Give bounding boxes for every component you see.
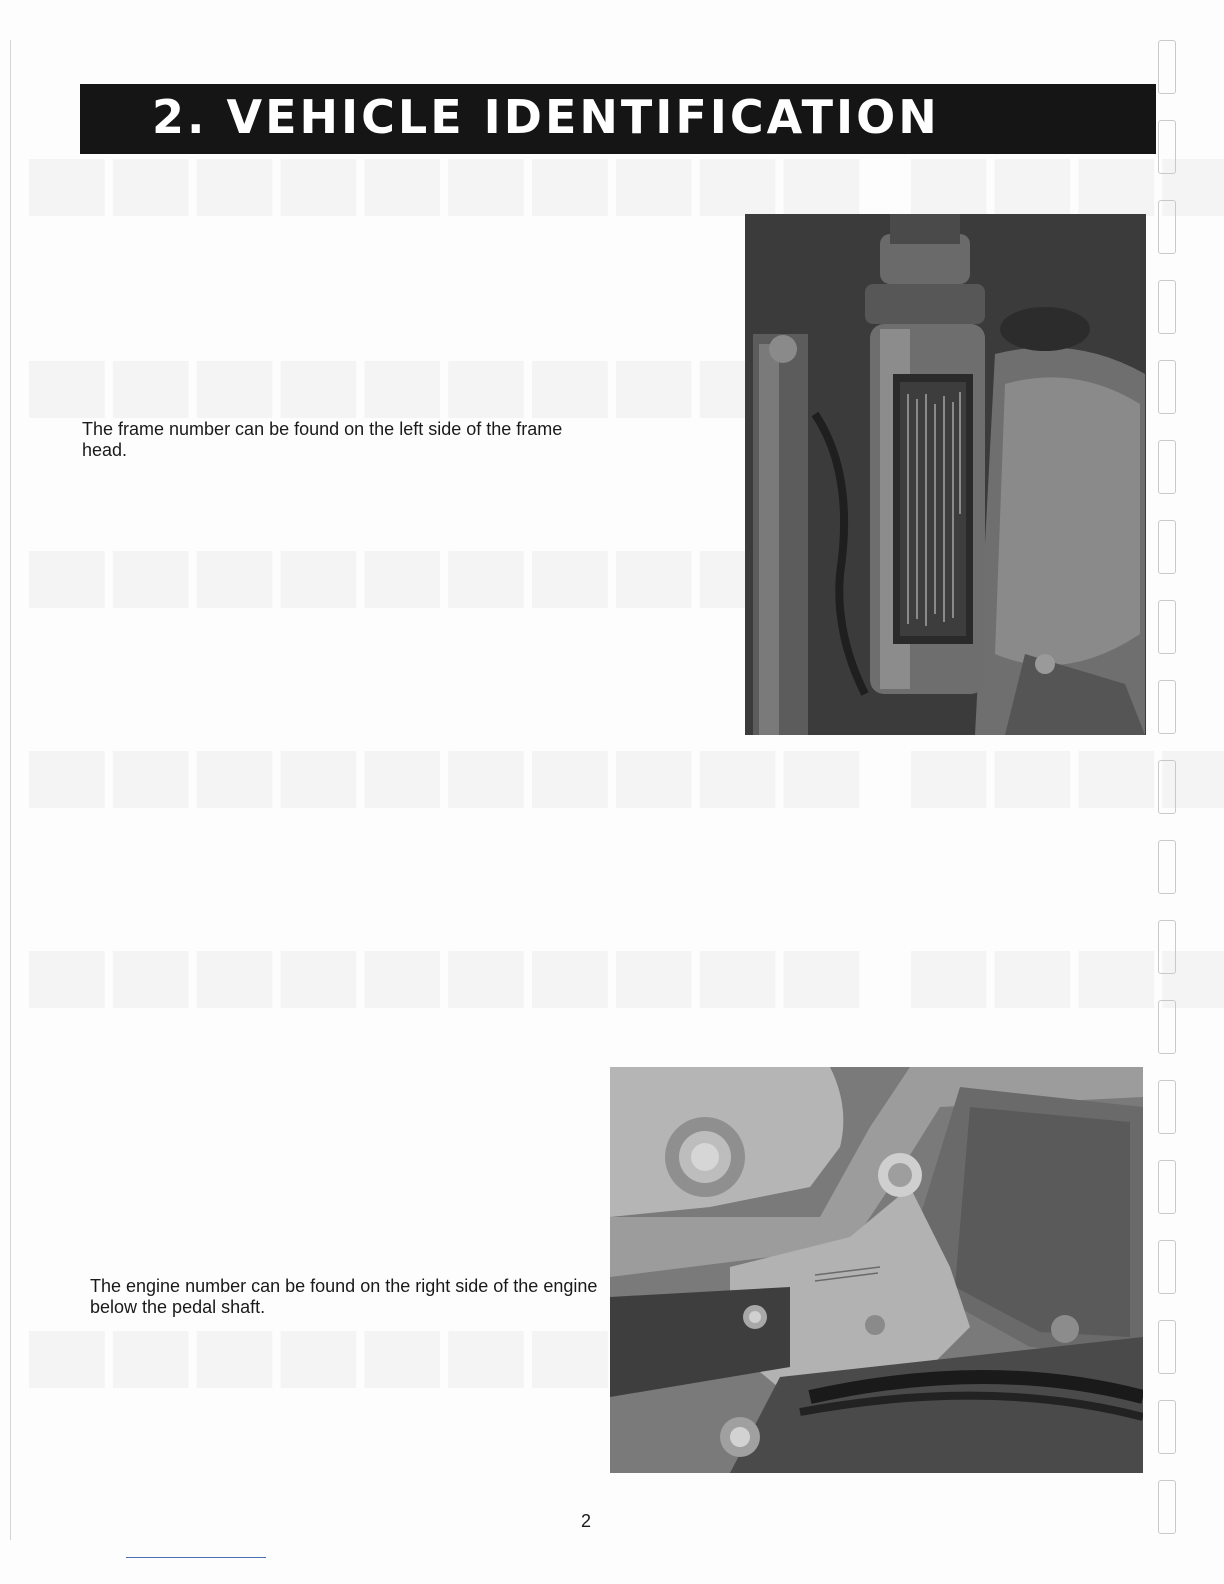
binding-holes [1158, 40, 1176, 1540]
watermark [30, 1340, 701, 1436]
binding-hole [1158, 760, 1176, 814]
binding-hole [1158, 440, 1176, 494]
binding-hole [1158, 1240, 1176, 1294]
bottom-rule [126, 1557, 266, 1558]
page-title: 2. VEHICLE IDENTIFICATION [152, 90, 940, 144]
binding-hole [1158, 1160, 1176, 1214]
page-number: 2 [580, 1511, 591, 1531]
binding-hole [1158, 680, 1176, 734]
binding-hole [1158, 280, 1176, 334]
watermark [30, 560, 868, 656]
binding-hole [1158, 1320, 1176, 1374]
engine-number-caption: The engine number can be found on the right side of the engine below the pedal shaft. [90, 1276, 598, 1317]
binding-hole [1158, 1080, 1176, 1134]
engine-illustration [610, 1067, 1143, 1473]
section-header [80, 84, 1156, 154]
engine-photo [610, 1067, 1143, 1473]
frame-head-photo [745, 214, 1146, 735]
binding-hole [1158, 920, 1176, 974]
binding-hole [1158, 600, 1176, 654]
frame-head-illustration [745, 214, 1146, 735]
binding-hole [1158, 840, 1176, 894]
watermark [30, 960, 1224, 1056]
binding-hole [1158, 1400, 1176, 1454]
watermark [30, 760, 1224, 856]
binding-hole [1158, 360, 1176, 414]
page-edge [10, 40, 19, 1540]
binding-hole [1158, 200, 1176, 254]
binding-hole [1158, 40, 1176, 94]
frame-number-caption: The frame number can be found on the left side of the frame head. [82, 419, 563, 460]
binding-hole [1158, 1480, 1176, 1534]
binding-hole [1158, 520, 1176, 574]
binding-hole [1158, 120, 1176, 174]
binding-hole [1158, 1000, 1176, 1054]
